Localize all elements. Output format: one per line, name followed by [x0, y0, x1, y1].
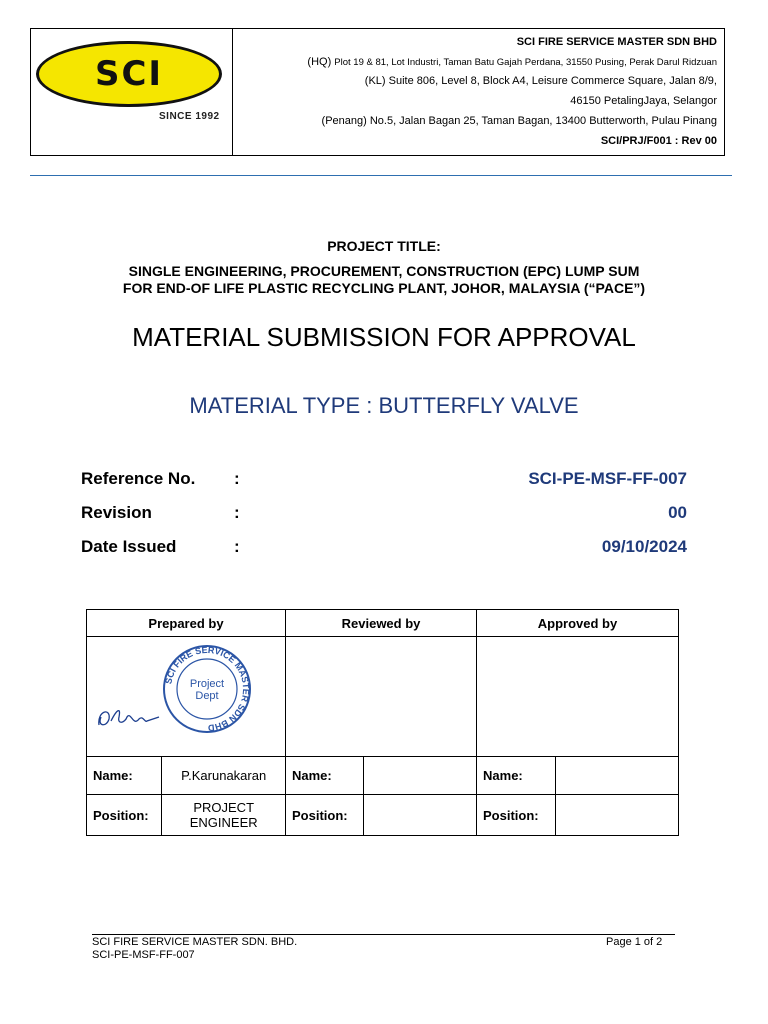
prepared-position-line-1: PROJECT: [193, 800, 255, 815]
kl-address-2: 46150 PetalingJaya, Selangor: [570, 95, 717, 107]
project-title-line-1: SINGLE ENGINEERING, PROCUREMENT, CONSTRUCTION (EPC) LUMP SUM: [128, 263, 640, 279]
reference-value: SCI-PE-MSF-FF-007: [528, 469, 687, 488]
hq-label: (HQ): [307, 56, 332, 68]
revision-label: Revision: [81, 503, 152, 522]
date-issued-row: [81, 537, 687, 559]
logo-text: SCI: [94, 54, 164, 94]
approved-position-label: Position:: [477, 795, 556, 836]
reference-colon: :: [234, 469, 240, 488]
signature-and-stamp: [87, 637, 285, 753]
hq-address: Plot 19 & 81, Lot Industri, Taman Batu Gajah Perdana, 31550 Pusing, Perak Darul Ridzuan: [334, 57, 717, 68]
reviewed-position-label: Position:: [286, 795, 364, 836]
project-title-label: PROJECT TITLE:: [327, 238, 441, 254]
project-title-line-2: FOR END-OF LIFE PLASTIC RECYCLING PLANT, JOHOR, MALAYSIA (“PACE”): [122, 280, 646, 296]
logo-cell: [31, 29, 233, 155]
footer-page-number: Page 1 of 2: [606, 936, 663, 948]
approved-name-value: [555, 757, 678, 795]
prepared-signature-area: [87, 637, 286, 757]
stamp-center-text: Project: [189, 678, 225, 690]
prepared-position-value: [162, 795, 286, 836]
date-issued-label: Date Issued: [81, 537, 177, 556]
kl-address-1: (KL) Suite 806, Level 8, Block A4, Leisure Commerce Square, Jalan 8/9,: [364, 75, 717, 87]
approved-name-label: Name:: [477, 757, 556, 795]
approved-signature-area: [477, 637, 679, 757]
prepared-name-label: Name:: [87, 757, 162, 795]
company-name: SCI FIRE SERVICE MASTER SDN BHD: [516, 36, 717, 48]
prepared-position-label: Position:: [87, 795, 162, 836]
logo-since: SINCE 1992: [159, 111, 220, 122]
approved-by-header: Approved by: [477, 610, 679, 637]
signature-table: [86, 609, 679, 836]
form-code: SCI/PRJ/F001 : Rev 00: [600, 135, 717, 147]
footer-company: SCI FIRE SERVICE MASTER SDN. BHD.: [92, 936, 298, 948]
revision-value: 00: [668, 503, 687, 522]
reviewed-signature-area: [286, 637, 477, 757]
footer-doc-ref: SCI-PE-MSF-FF-007: [92, 949, 195, 961]
date-issued-colon: :: [234, 537, 240, 556]
company-logo: [36, 41, 222, 107]
header-divider: [30, 175, 732, 176]
stamp-ring-text: SCI FIRE SERVICE MASTER SDN BHD: [163, 644, 252, 734]
material-type: MATERIAL TYPE : BUTTERFLY VALVE: [189, 393, 579, 418]
footer-divider: [92, 934, 675, 935]
revision-colon: :: [234, 503, 240, 522]
letterhead: [30, 28, 725, 156]
approved-position-value: [555, 795, 678, 836]
prepared-by-header: Prepared by: [87, 610, 286, 637]
penang-address: (Penang) No.5, Jalan Bagan 25, Taman Bagan, 13400 Butterworth, Pulau Pinang: [321, 115, 717, 127]
document-title: MATERIAL SUBMISSION FOR APPROVAL: [132, 322, 636, 352]
reference-label: Reference No.: [81, 469, 196, 488]
reviewed-by-header: Reviewed by: [286, 610, 477, 637]
reference-row: [81, 469, 687, 491]
reviewed-name-label: Name:: [286, 757, 364, 795]
date-issued-value: 09/10/2024: [601, 537, 687, 556]
reviewed-name-value: [363, 757, 476, 795]
prepared-name-value: P.Karunakaran: [162, 757, 286, 795]
prepared-position-line-2: ENGINEER: [189, 815, 258, 830]
signature-stroke: [99, 711, 159, 725]
hq-address-line: [307, 56, 717, 68]
stamp-center-text-2: Dept: [195, 690, 219, 702]
revision-row: [81, 503, 687, 525]
reviewed-position-value: [363, 795, 476, 836]
